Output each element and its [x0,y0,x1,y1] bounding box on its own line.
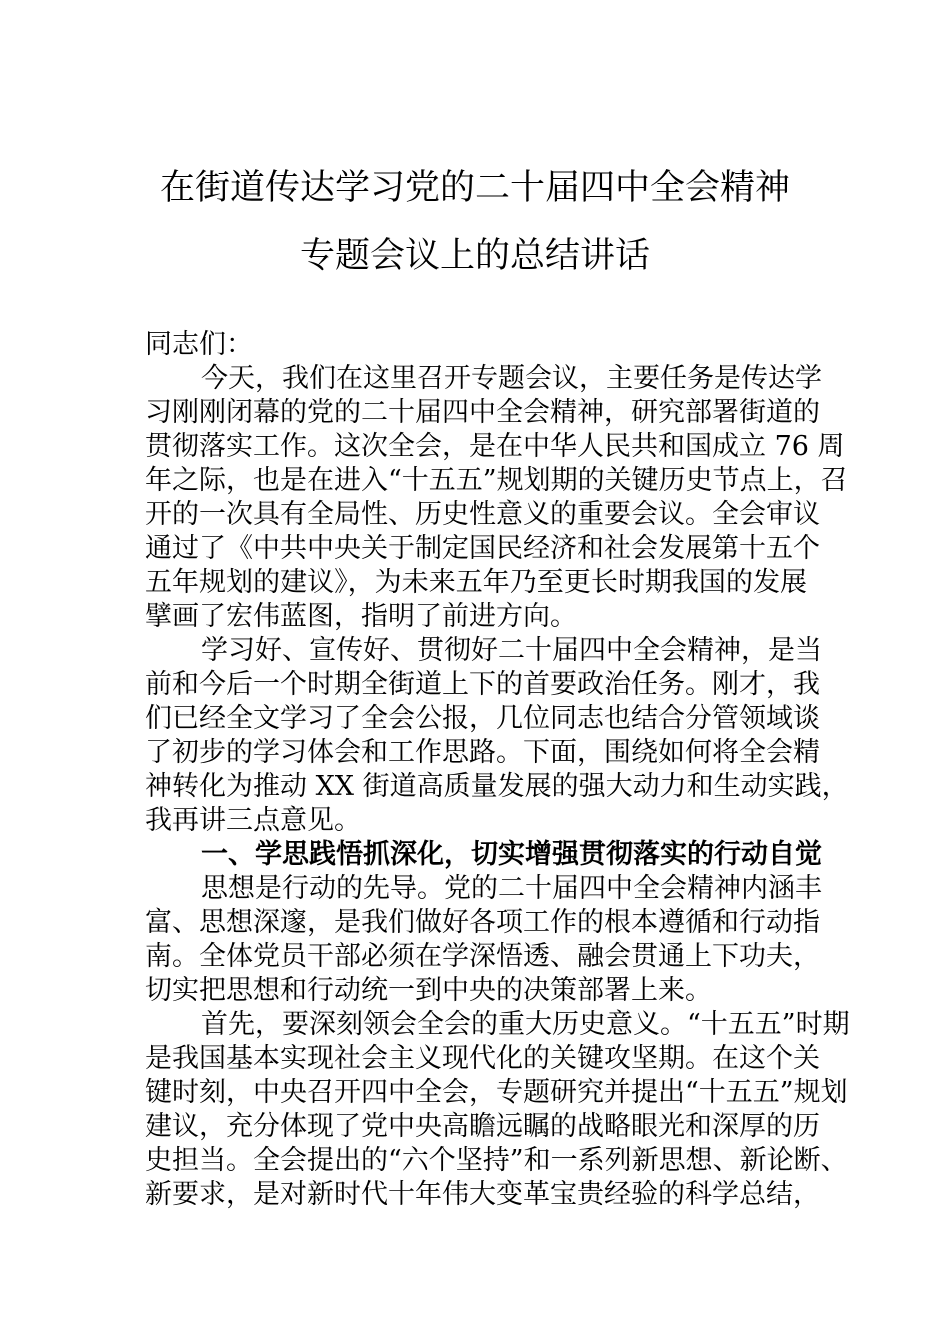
text-line: 首先，要深刻领会全会的重大历史意义。“十五五”时期 [201,1009,850,1040]
text-line: 富、思想深邃，是我们做好各项工作的根本遵循和行动指 [145,907,820,938]
paragraph [145,362,848,634]
text-line: 擘画了宏伟蓝图，指明了前进方向。 [145,601,577,632]
text-line: 一、学思践悟抓深化，切实增强贯彻落实的行动自觉 [201,839,822,870]
text-line: 建议，充分体现了党中央高瞻远瞩的战略眼光和深厚的历 [145,1111,820,1142]
text-line: 了初步的学习体会和工作思路。下面，围绕如何将全会精 [145,737,820,768]
text-line: 五年规划的建议》，为未来五年乃至更长时期我国的发展 [145,567,807,598]
text-line: 我再讲三点意见。 [145,805,361,836]
text-line: 学习好、宣传好、贯彻好二十届四中全会精神，是当 [201,635,822,666]
document-body [145,328,850,1212]
text-line: 史担当。全会提出的“六个坚持”和一系列新思想、新论断、 [145,1145,848,1176]
text-line: 南。全体党员干部必须在学深悟透、融会贯通上下功夫， [145,941,820,972]
text-line: 习刚刚闭幕的党的二十届四中全会精神，研究部署街道的 [145,397,820,428]
text-line: 同志们： [145,329,253,360]
text-line: 今天，我们在这里召开专题会议，主要任务是传达学 [201,363,822,394]
greeting [145,328,807,362]
text-line: 贯彻落实工作。这次全会，是在中华人民共和国成立 76 周 [145,431,845,462]
text-line: 新要求，是对新时代十年伟大变革宝贵经验的科学总结， [145,1179,820,1210]
paragraph [145,634,849,838]
text-line: 思想是行动的先导。党的二十届四中全会精神内涵丰 [201,873,822,904]
paragraph [145,872,822,1008]
paragraph [145,1008,850,1212]
text-line: 神转化为推动 XX 街道高质量发展的强大动力和生动实践， [145,771,849,802]
document-title-line-2: 专题会议上的总结讲话 [299,236,650,276]
text-line: 们已经全文学习了全会公报，几位同志也结合分管领域谈 [145,703,820,734]
section-heading [145,838,822,872]
text-line: 键时刻，中央召开四中全会，专题研究并提出“十五五”规划 [145,1077,848,1108]
text-line: 年之际，也是在进入“十五五”规划期的关键历史节点上，召 [145,465,848,496]
text-line: 是我国基本实现社会主义现代化的关键攻坚期。在这个关 [145,1043,820,1074]
text-line: 开的一次具有全局性、历史性意义的重要会议。全会审议 [145,499,820,530]
document-title-line-1: 在街道传达学习党的二十届四中全会精神 [159,168,790,208]
text-line: 通过了《中共中央关于制定国民经济和社会发展第十五个 [145,533,820,564]
text-line: 切实把思想和行动统一到中央的决策部署上来。 [145,975,712,1006]
text-line: 前和今后一个时期全街道上下的首要政治任务。刚才，我 [145,669,820,700]
